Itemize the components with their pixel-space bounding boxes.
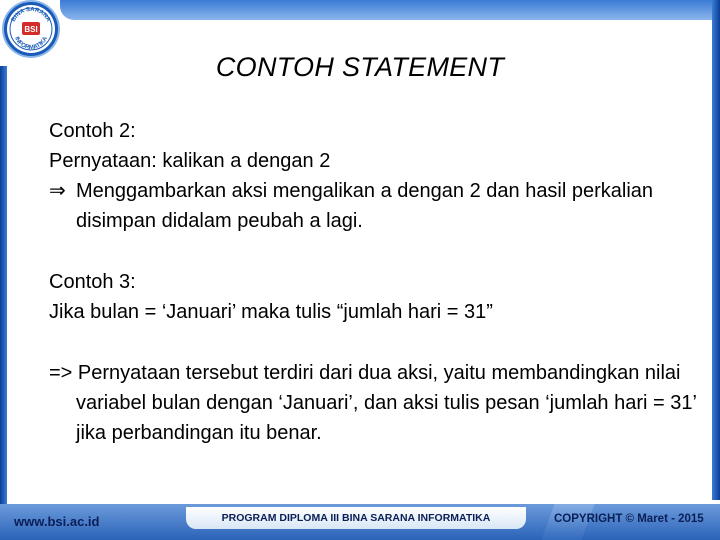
example-3-label: Contoh 3: bbox=[49, 271, 136, 293]
footer-bar bbox=[0, 504, 720, 540]
slide-title: CONTOH STATEMENT bbox=[215, 52, 505, 82]
spacer bbox=[49, 327, 689, 358]
bsi-logo bbox=[4, 2, 58, 56]
svg-text:INFORMATIKA: INFORMATIKA bbox=[13, 35, 49, 52]
example-2-label: Contoh 2: bbox=[49, 120, 136, 142]
implies-arrow-icon: ⇒ bbox=[49, 180, 66, 202]
slide-body bbox=[49, 116, 697, 448]
left-frame-bar bbox=[0, 66, 7, 504]
example-2-description-text: Menggambarkan aksi mengalikan a dengan 2 dan hasil perkalian disimpan didalam peubah a lagi. bbox=[76, 180, 654, 232]
svg-text:BSI: BSI bbox=[24, 25, 38, 34]
top-frame-bar bbox=[60, 0, 720, 20]
example-2-statement: Pernyataan: kalikan a dengan 2 bbox=[49, 150, 331, 172]
svg-text:BINA SARANA: BINA SARANA bbox=[10, 6, 52, 23]
footer-program-banner: PROGRAM DIPLOMA III BINA SARANA INFORMATIKA bbox=[186, 507, 526, 529]
example-3-description: => Pernyataan tersebut terdiri dari dua aksi, yaitu membandingkan nilai variabel bulan dengan ‘Januari’, dan aksi tulis pesan ‘jumlah hari = 31’ jika perbandingan itu benar. bbox=[49, 362, 697, 444]
example-2-description bbox=[49, 176, 701, 236]
footer-copyright: COPYRIGHT © Maret - 2015 bbox=[554, 513, 704, 525]
example-3-statement: Jika bulan = ‘Januari’ maka tulis “jumlah hari = 31” bbox=[49, 301, 493, 323]
spacer bbox=[49, 236, 689, 267]
footer-url: www.bsi.ac.id bbox=[14, 514, 100, 529]
